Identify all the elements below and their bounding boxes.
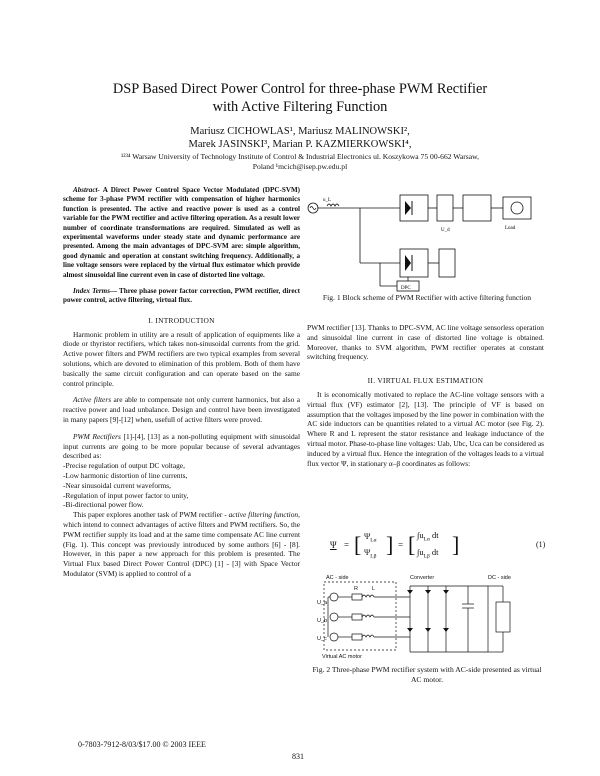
eq-integral-alpha: $\int u_{L\alpha}$ dt	[417, 530, 439, 543]
intro-paragraph-1: Harmonic problem in utility are a result of application of equipments like a diode or thyristor rectifiers, which takes non-sinusoidal currents from the grid. Active power filters and PWM rectifiers are two typical examples from several solutions, which are devoted to elimination of this problem. Both of them have basically the same circuit configuration and can operate based on the same control principle.	[63, 329, 300, 388]
fig2-ua-label: U_a	[317, 600, 328, 606]
abstract-lead: Abstract-	[73, 186, 100, 194]
fig2-uc-label: U_c	[317, 636, 327, 642]
page-number: 831	[292, 752, 304, 761]
pwm-rectifier-block	[400, 249, 428, 277]
line-inductor-icon	[327, 204, 339, 206]
figure-2-caption: Fig. 2 Three-phase PWM rectifier system with AC-side presented as virtual AC motor.	[312, 665, 542, 684]
index-terms-lead: Index Terms—	[73, 287, 118, 296]
load-motor-block	[503, 197, 531, 219]
authors-line-1: Mariusz CICHOWLAS¹, Mariusz MALINOWSKI²,	[190, 126, 410, 137]
advantage-bullet: -Regulation of input power factor to unity,	[63, 490, 189, 500]
figure-2-virtual-motor-circuit	[318, 572, 548, 664]
abstract-text: A Direct Power Control Space Vector Modulated (DPC-SVM) scheme for 3-phase PWM rectifier with compensation of higher harmonics function is presented. The active and reactive power is used as a control variable for the PWM rectifier and active filtering operation. As a result lower number of coordinate transformations are required. Simulated as well as experimental waveforms under steady state and dynamic performance are presented. Among the main advantages of DPC-SVM are: simple algorithm, good dynamic and operation at constant switching frequency. Additionally, a line voltage sensors were replaced by the virtual flux estimator which provide almost sinusoidal line current even in case of distorted line voltage.	[63, 186, 300, 279]
title-line-2: with Active Filtering Function	[212, 99, 388, 115]
figure-1-caption: Fig. 1 Block scheme of PWM Rectifier with active filtering function	[322, 293, 532, 302]
abstract	[63, 186, 300, 280]
fig2-l-label: L	[372, 586, 376, 592]
dc-load-block	[496, 602, 510, 632]
fig1-controller-label: DPC	[401, 286, 411, 291]
intro-paragraph-4: This paper explores another task of PWM rectifier - active filtering function, which intend to connect advantages of active filters and PWM rectifiers. So, the PWM rectifier supply its load and at the same time compensate AC line current (Fig. 1). This concept was previously introduced by some authors [6] - [8]. However, in this paper a new approach for this problem is presented. The Virtual Flux based Direct Power Control (DPC) [1] - [3] with Space Vector Modulator (SVM) is applied to control of a	[63, 510, 300, 578]
section-heading-virtual-flux: II. VIRTUAL FLUX ESTIMATION	[367, 376, 484, 386]
author-block	[60, 126, 540, 172]
fig1-ul-label: u_L	[323, 198, 332, 203]
index-terms	[63, 287, 300, 306]
figure-1-block-scheme	[305, 183, 550, 293]
fig2-ac-side-label: AC - side	[326, 575, 349, 581]
diode-rectifier-block	[400, 195, 428, 221]
eq-integral-beta: $\int u_{L\beta}$ dt	[417, 547, 439, 560]
inverter-block	[463, 195, 491, 221]
advantage-bullet: -Low harmonic distortion of line currents,	[63, 471, 188, 481]
dc-capacitor-block	[437, 195, 453, 221]
email: Poland ¹mcich@isep.pw.edu.pl	[252, 162, 348, 171]
source-b-icon	[330, 613, 338, 621]
left-column	[63, 186, 300, 579]
fig2-r-label: R	[354, 586, 358, 592]
index-terms-text: Three phase power factor correction, PWM rectifier, direct power control, active filtering, virtual flux.	[63, 287, 300, 305]
advantage-bullet: -Bi-directional power flow.	[63, 500, 144, 510]
eq-psi-alpha: $\Psi_{L\alpha}$	[364, 531, 377, 544]
fig2-dc-side-label: DC - side	[488, 575, 511, 581]
active-filtering-term: active filtering function	[228, 510, 299, 520]
authors-line-2: Marek JASINSKI³, Marian P. KAZMIERKOWSKI⁴,	[188, 138, 412, 150]
intro-paragraph-2: Active filters are able to compensate not only current harmonics, but also a reactive power and load unbalance. Design and control have been investigated in many papers [9]-[12] when, usefull of active filters were proved.	[63, 395, 300, 425]
fig1-load-label: Load	[505, 226, 516, 231]
equation-1: Ψ = [ $\Psi_{L\alpha}$ $\Psi_{L\beta}$ ] = [ $\int u_{L\alpha}$ dt $\int u_{L\beta}$ dt ] (1)	[330, 530, 546, 560]
virtual-flux-paragraph: It is economically motivated to replace the AC-line voltage sensors with a virtual flux (VF) estimator [2], [13]. The principle of VF is based on assumption that the voltages imposed by the line power in combination with the AC side inductors can be quantities related to a virtual AC motor (see Fig. 2). Where R and L represent the stator resistance and leakage inductance of the virtual motor. Phase-to-phase line voltages: Uab, Ubc, Uca can be considered as induced by a virtual flux. Hence the integration of the voltages leads to a virtual flux vector Ψ, in stationary α–β coordinates as follows:	[307, 389, 544, 468]
paper-title	[60, 80, 540, 116]
active-filters-term: Active filters	[73, 395, 112, 405]
advantage-bullet: -Precise regulation of output DC voltage,	[63, 461, 185, 471]
fig2-ub-label: U_b	[317, 618, 328, 624]
right-column	[307, 323, 544, 468]
section-heading-introduction: I. INTRODUCTION	[148, 315, 215, 325]
rectifier-capacitor-block	[439, 249, 455, 277]
copyright-footer: 0-7803-7912-8/03/$17.00 © 2003 IEEE	[78, 740, 206, 749]
right-paragraph-continued: PWM rectifier [13]. Thanks to DPC-SVM, AC line voltage sensorless operation and sinusoidal line current in case of distorted line voltage is obtained. Moreover, thanks to SVM algorithm, PWM rectifier operates at constant switching frequency.	[307, 323, 544, 362]
pwm-rectifiers-term: PWM Rectifiers	[73, 431, 121, 441]
eq-lhs: Ψ	[330, 540, 337, 550]
eq-psi-beta: $\Psi_{L\beta}$	[364, 547, 377, 560]
title-line-1: DSP Based Direct Power Control for three-phase PWM Rectifier	[112, 81, 488, 97]
source-c-icon	[330, 633, 338, 641]
fig1-ud-label: U_d	[441, 228, 450, 233]
fig2-converter-label: Converter	[410, 575, 435, 581]
eq-number: (1)	[536, 540, 546, 549]
intro-paragraph-3: PWM Rectifiers [1]-[4], [13] as a non-polluting equipment with sinusoidal input currents are going to be more popular because of several advantages described as:	[63, 431, 301, 461]
advantage-bullet: -Near sinusoidal current waveforms,	[63, 480, 171, 490]
source-a-icon	[330, 593, 338, 601]
affiliation: ¹²³⁴ Warsaw University of Technology Institute of Control & Industrial Electronics ul. Koszykowa 75 00-662 Warsaw,	[121, 152, 479, 161]
fig2-virtual-motor-label: Virtual AC motor	[322, 654, 362, 660]
